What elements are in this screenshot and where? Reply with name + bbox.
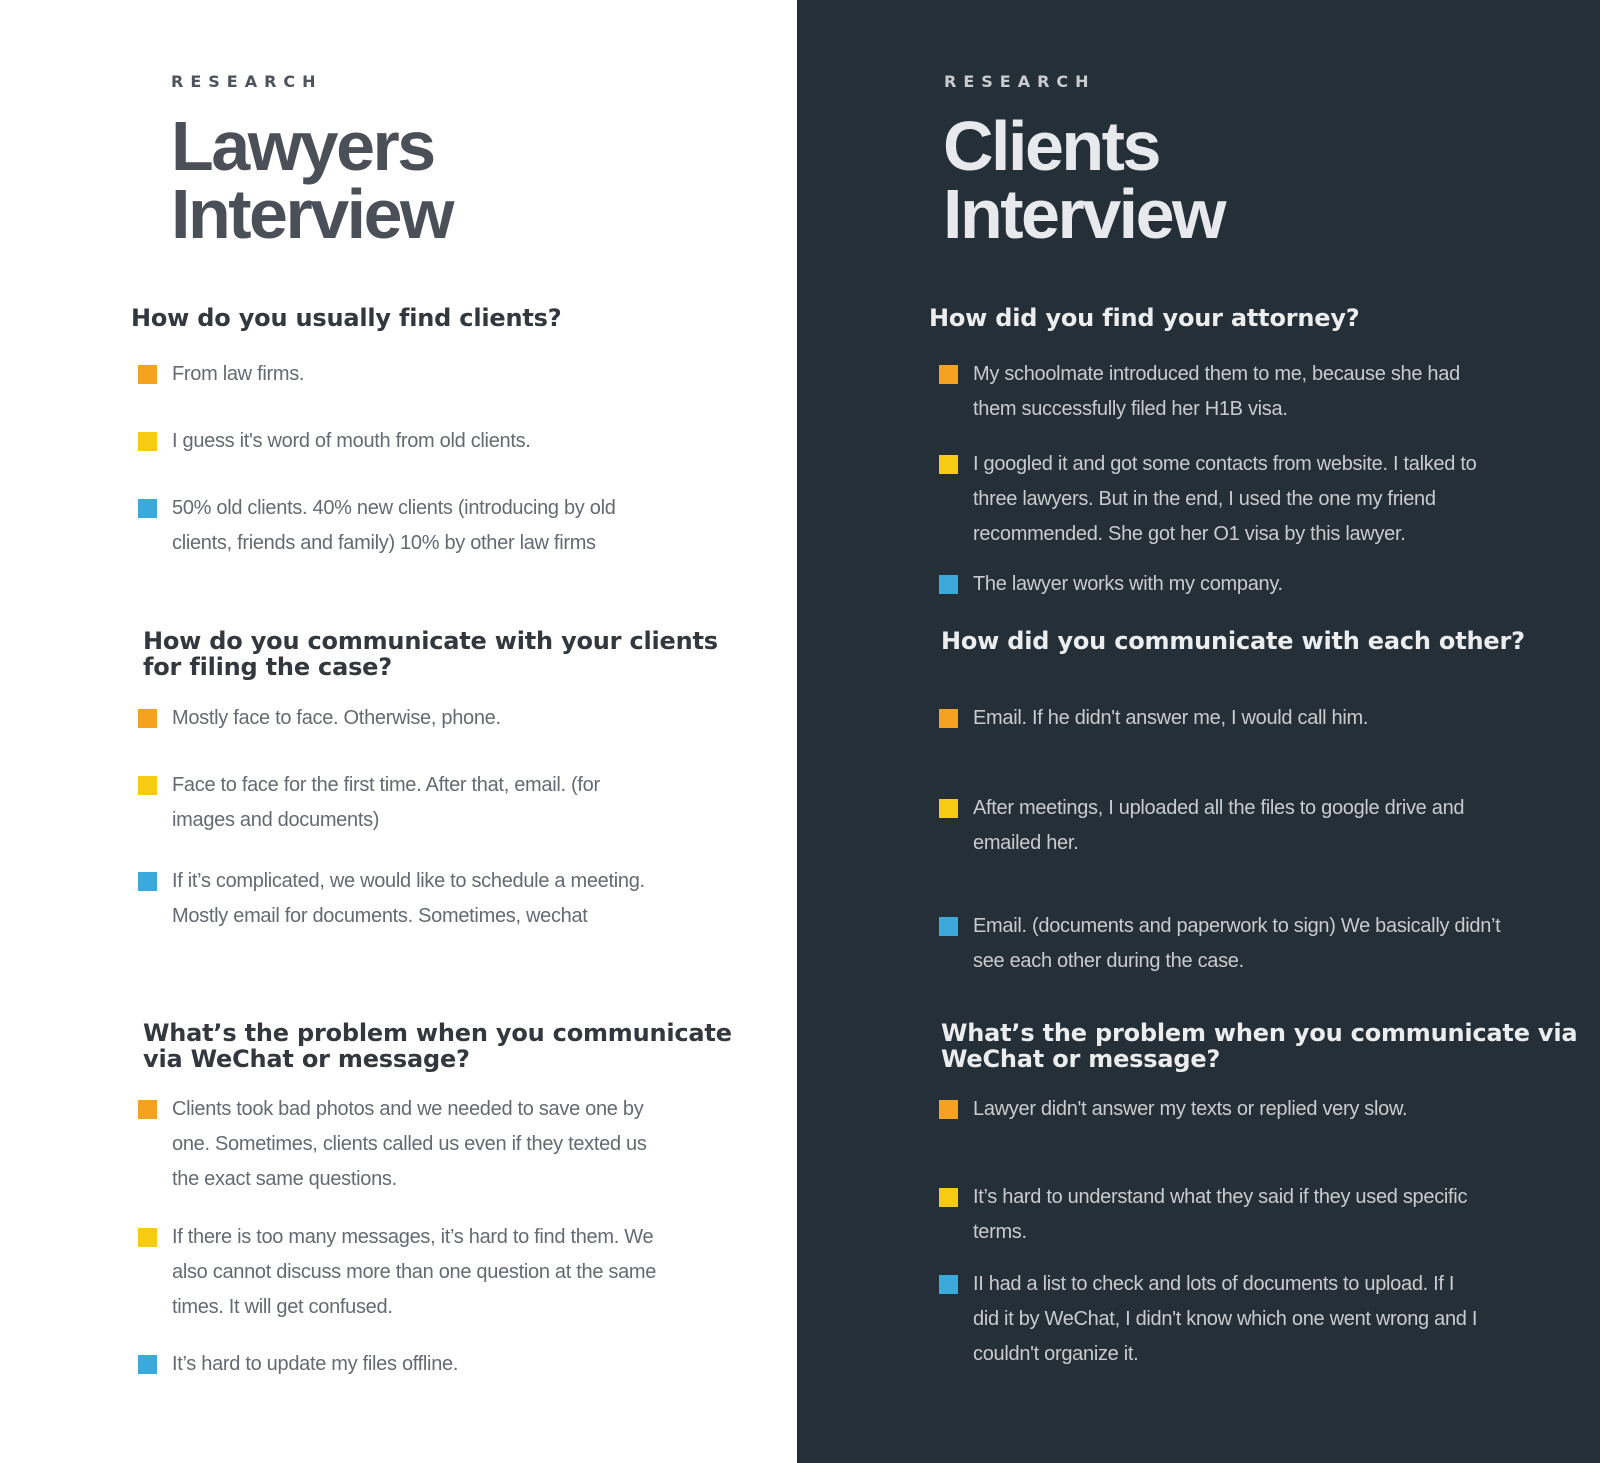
answer-text: If it’s complicated, we would like to schedule a meeting. Mostly email for documents. Sometimes, wechat <box>172 870 645 927</box>
question-heading: What’s the problem when you communicate via WeChat or message? <box>941 1019 1578 1073</box>
question-heading: How did you communicate with each other? <box>941 627 1525 655</box>
yellow-bullet-icon <box>939 799 958 818</box>
lawyers-interview-panel <box>0 0 797 1463</box>
answer-text: It’s hard to update my files offline. <box>172 1353 459 1375</box>
blue-bullet-icon <box>138 499 157 518</box>
answer-text: My schoolmate introduced them to me, because she had them successfully filed her H1B visa. <box>973 363 1460 420</box>
answer-text: Email. (documents and paperwork to sign) We basically didn’t see each other during the case. <box>973 915 1501 972</box>
section-eyebrow: RESEARCH <box>171 72 323 91</box>
yellow-bullet-icon <box>138 776 157 795</box>
answer-text: II had a list to check and lots of documents to upload. If I did it by WeChat, I didn't know which one went wrong and I couldn't organize it. <box>973 1273 1478 1365</box>
yellow-bullet-icon <box>138 432 157 451</box>
orange-bullet-icon <box>939 709 958 728</box>
orange-bullet-icon <box>939 1100 958 1119</box>
title-line-1: Lawyers <box>171 107 434 185</box>
yellow-bullet-icon <box>138 1228 157 1247</box>
answer-text: It’s hard to understand what they said if they used specific terms. <box>973 1186 1468 1243</box>
orange-bullet-icon <box>939 365 958 384</box>
orange-bullet-icon <box>138 365 157 384</box>
orange-bullet-icon <box>138 1100 157 1119</box>
question-heading: How do you communicate with your clients for filing the case? <box>143 627 718 681</box>
answer-text: Email. If he didn't answer me, I would call him. <box>973 707 1369 729</box>
clients-interview-panel <box>797 0 1600 1463</box>
answer-text: I googled it and got some contacts from website. I talked to three lawyers. But in the end, I used the one my friend recommended. She got her O1 visa by this lawyer. <box>973 453 1477 545</box>
answer-text: Mostly face to face. Otherwise, phone. <box>172 707 501 729</box>
yellow-bullet-icon <box>939 1188 958 1207</box>
answer-text: From law firms. <box>172 363 305 385</box>
answer-text: After meetings, I uploaded all the files to google drive and emailed her. <box>973 797 1465 854</box>
title-line-2: Interview <box>943 175 1224 253</box>
title-line-1: Clients <box>943 107 1159 185</box>
question-heading: What’s the problem when you communicate via WeChat or message? <box>143 1019 732 1073</box>
answer-text: I guess it's word of mouth from old clients. <box>172 430 531 452</box>
answer-text: 50% old clients. 40% new clients (introducing by old clients, friends and family) 10% by other law firms <box>172 497 616 554</box>
answer-text: Clients took bad photos and we needed to save one by one. Sometimes, clients called us even if they texted us the exact same questions. <box>172 1098 647 1190</box>
page-title <box>171 107 452 253</box>
section-eyebrow: RESEARCH <box>944 72 1096 91</box>
blue-bullet-icon <box>939 1275 958 1294</box>
blue-bullet-icon <box>939 575 958 594</box>
answer-text: The lawyer works with my company. <box>973 573 1283 595</box>
blue-bullet-icon <box>138 1355 157 1374</box>
answer-text: Lawyer didn't answer my texts or replied very slow. <box>973 1098 1408 1120</box>
blue-bullet-icon <box>138 872 157 891</box>
answer-text: Face to face for the first time. After that, email. (for images and documents) <box>172 774 600 831</box>
title-line-2: Interview <box>171 175 452 253</box>
question-heading: How did you find your attorney? <box>929 304 1360 332</box>
orange-bullet-icon <box>138 709 157 728</box>
yellow-bullet-icon <box>939 455 958 474</box>
blue-bullet-icon <box>939 917 958 936</box>
page-title <box>943 107 1224 253</box>
answer-text: If there is too many messages, it’s hard to find them. We also cannot discuss more than one question at the same times. It will get confused. <box>172 1226 657 1318</box>
question-heading: How do you usually find clients? <box>131 304 562 332</box>
